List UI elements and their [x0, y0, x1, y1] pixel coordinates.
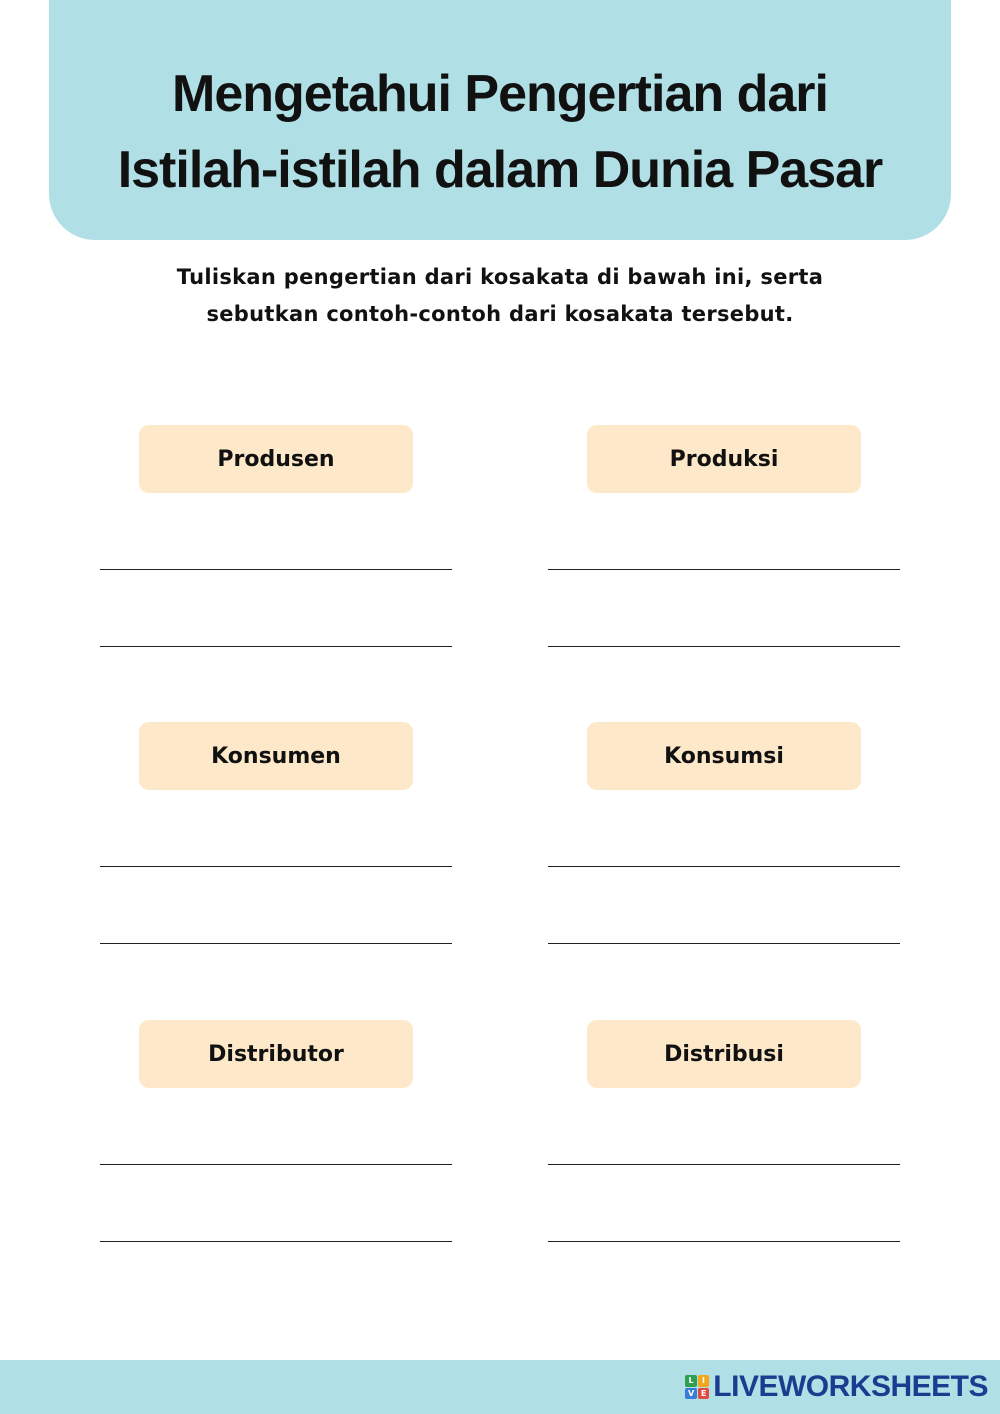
logo-tile-v: V [685, 1388, 697, 1400]
answer-line-distributor-2[interactable] [100, 1241, 452, 1242]
answer-line-produsen-1[interactable] [100, 569, 452, 570]
answer-line-produsen-2[interactable] [100, 646, 452, 647]
answer-line-konsumen-2[interactable] [100, 943, 452, 944]
liveworksheets-logo-icon [685, 1375, 709, 1399]
term-label-konsumsi: Konsumsi [587, 722, 861, 790]
answer-line-konsumsi-2[interactable] [548, 943, 900, 944]
term-label-produksi: Produksi [587, 425, 861, 493]
header-banner [49, 0, 951, 240]
answer-line-distribusi-1[interactable] [548, 1164, 900, 1165]
answer-line-produksi-2[interactable] [548, 646, 900, 647]
answer-line-distribusi-2[interactable] [548, 1241, 900, 1242]
term-label-distribusi: Distribusi [587, 1020, 861, 1088]
logo-tile-i: I [698, 1375, 710, 1387]
term-label-distributor: Distributor [139, 1020, 413, 1088]
answer-line-konsumen-1[interactable] [100, 866, 452, 867]
term-label-produsen: Produsen [139, 425, 413, 493]
answer-line-produksi-1[interactable] [548, 569, 900, 570]
liveworksheets-wordmark: LIVEWORKSHEETS [713, 1370, 988, 1403]
instruction-line-2: sebutkan contoh-contoh dari kosakata tersebut. [206, 302, 794, 326]
answer-line-distributor-1[interactable] [100, 1164, 452, 1165]
term-label-konsumen: Konsumen [139, 722, 413, 790]
footer-bar [0, 1360, 1000, 1414]
logo-tile-l: L [685, 1375, 697, 1387]
liveworksheets-brand[interactable] [685, 1372, 988, 1402]
page-title-line-1: Mengetahui Pengertian dari [172, 65, 828, 123]
instruction-line-1: Tuliskan pengertian dari kosakata di bawah ini, serta [176, 265, 824, 289]
answer-line-konsumsi-1[interactable] [548, 866, 900, 867]
page-title-line-2: Istilah-istilah dalam Dunia Pasar [117, 141, 883, 199]
logo-tile-e: E [698, 1388, 710, 1400]
